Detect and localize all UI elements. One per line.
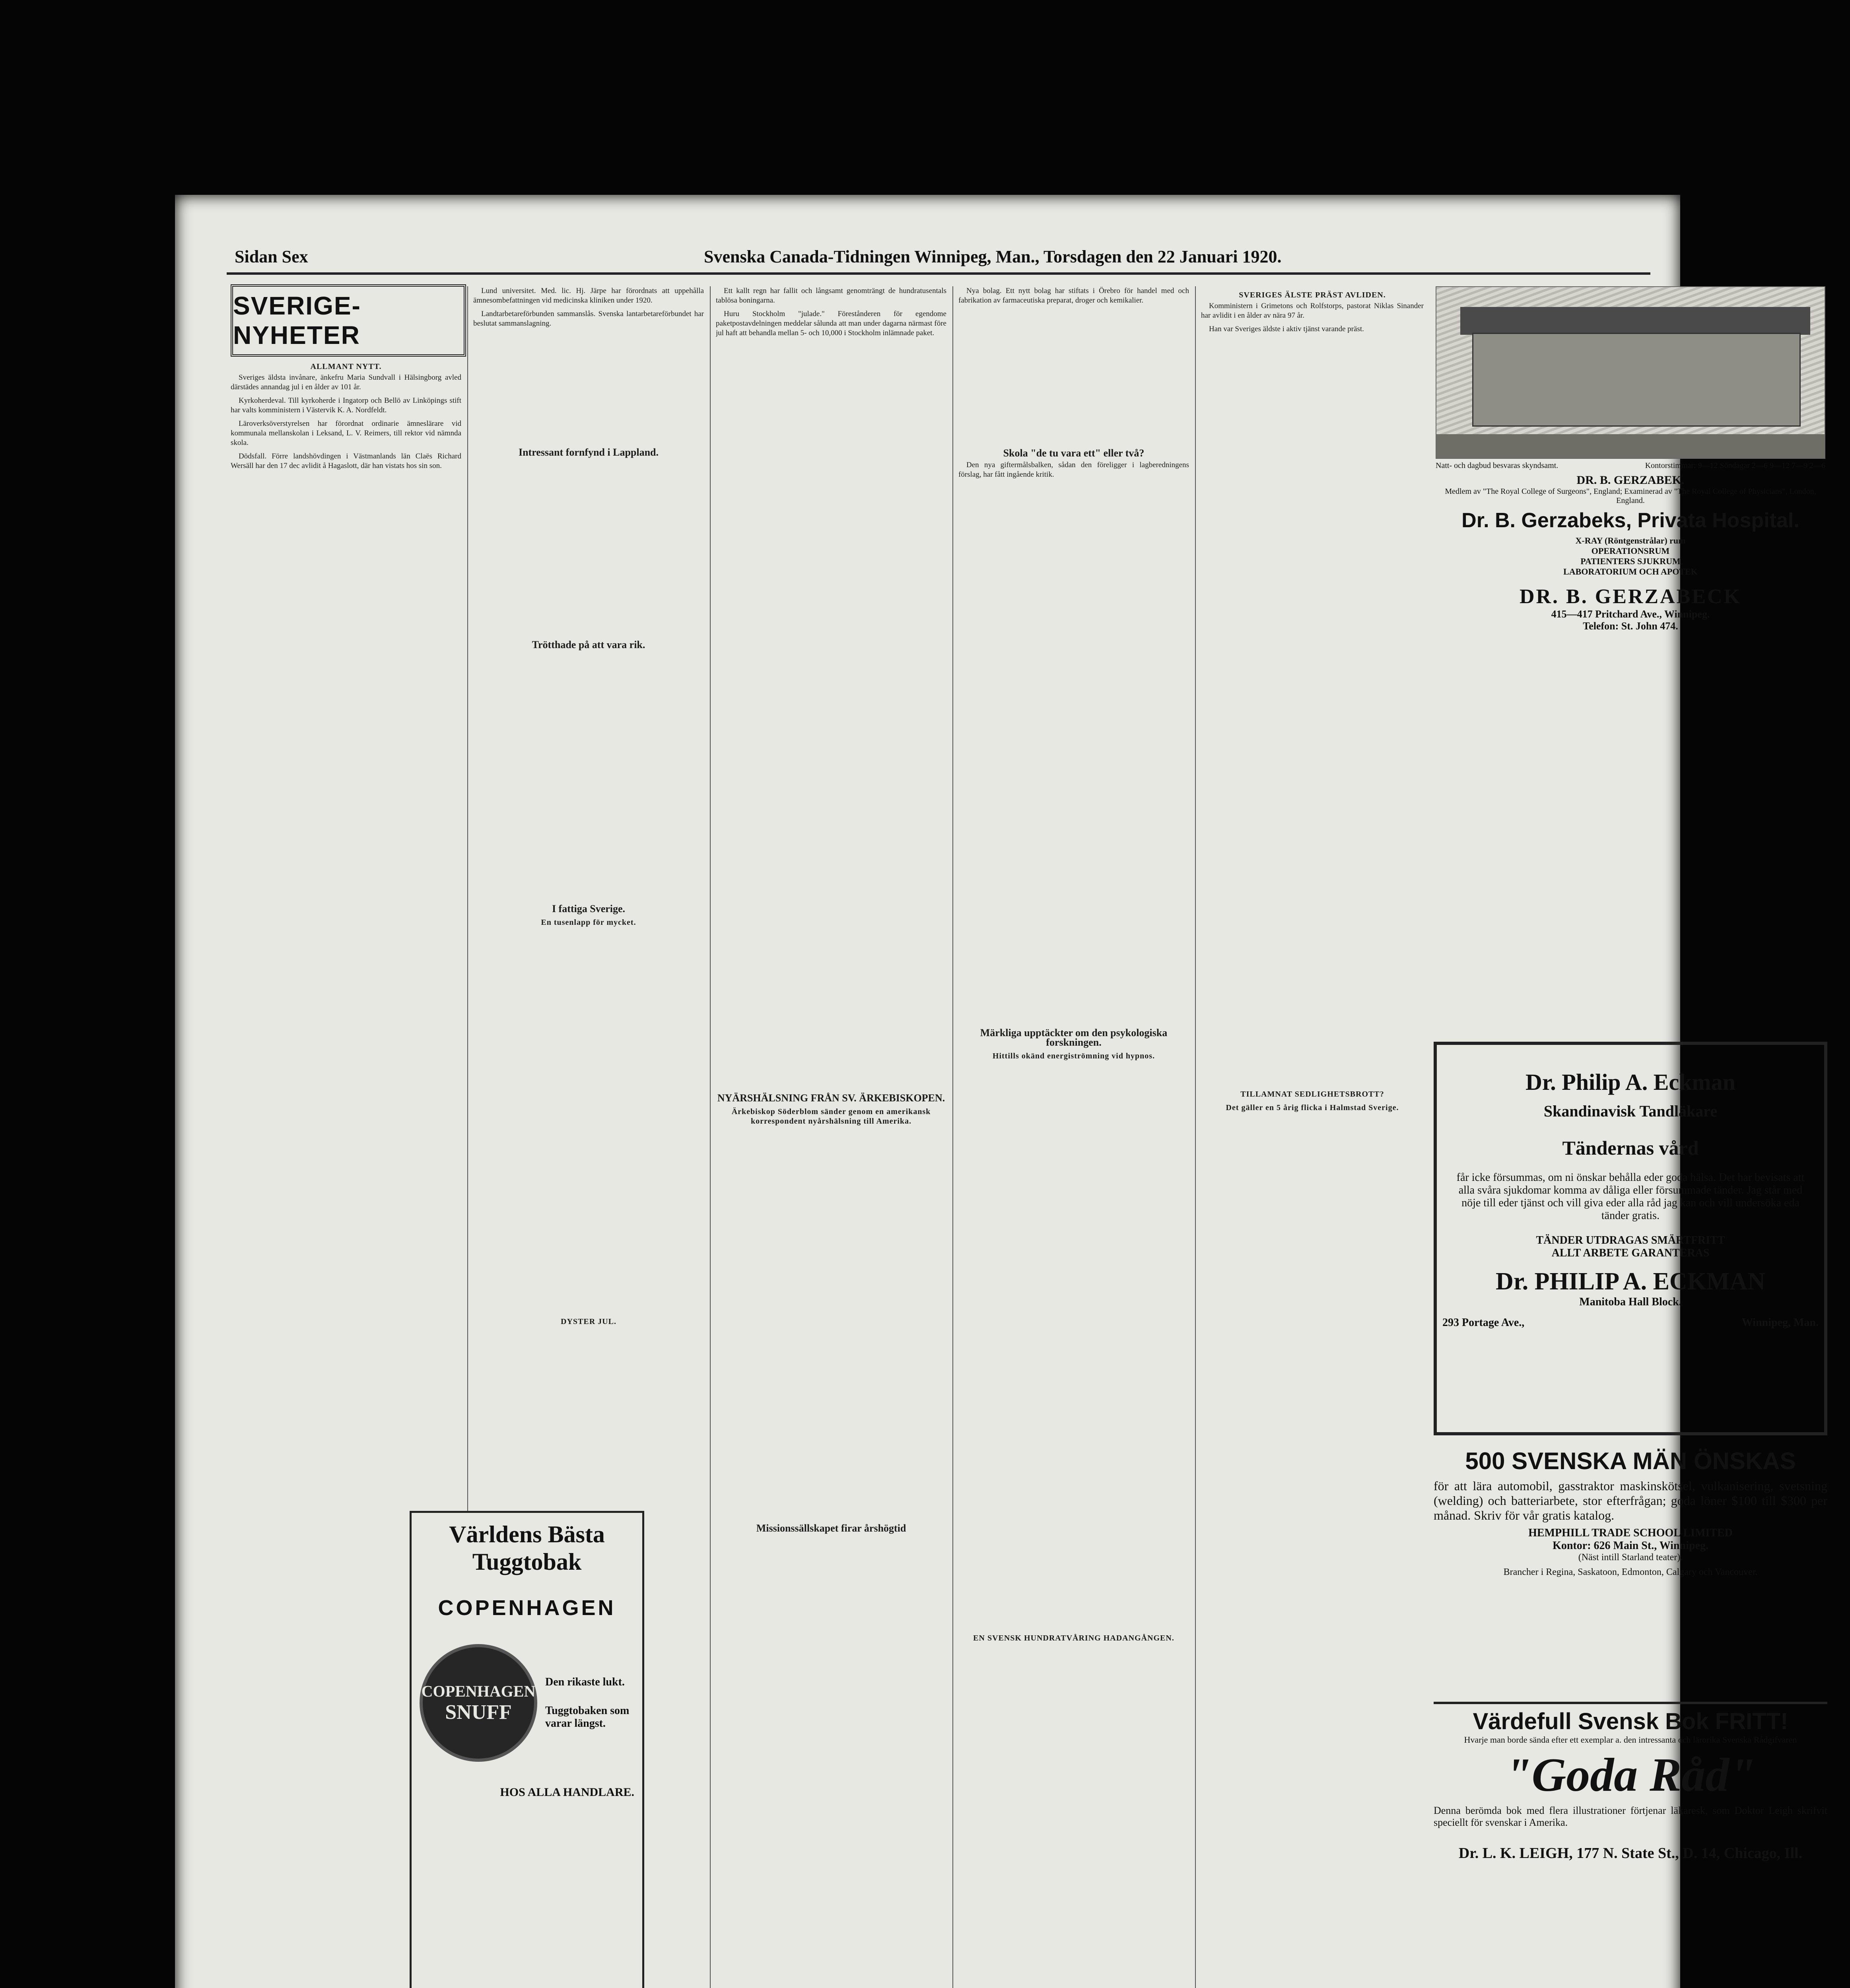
masthead: SVERIGE-NYHETER <box>231 284 466 357</box>
tobacco-side-1: Den rikaste lukt. <box>545 1676 625 1688</box>
article-headline: DYSTER JUL. <box>561 1317 616 1326</box>
article-subhead: Det gäller en 5 årig flicka i Halmstad Sverige. <box>1226 1103 1399 1112</box>
article-paragraph: Läroverksöverstyrelsen har förordnat ordinarie ämneslärare vid kommunala mellanskolan i Leksand, L. V. Reimers, till rektor vid nämnda skola. <box>231 419 461 447</box>
article-subhead: En tusenlapp för mycket. <box>541 918 636 927</box>
hospital-ad <box>1432 286 1829 1042</box>
dentist-name: Dr. Philip A. Eckman <box>1525 1069 1736 1095</box>
hospital-address: 415—417 Pritchard Ave., Winnipeg. <box>1551 608 1710 620</box>
doctor-signature: DR. B. GERZABECK <box>1519 585 1742 608</box>
column-rule <box>1195 286 1196 1988</box>
school-headline: 500 SVENSKA MÄN ÖNSKAS <box>1465 1448 1796 1474</box>
snuff-tin-image <box>420 1644 537 1762</box>
caption-right: Kontorstimmar: 9—12 Söndagar 2—6 9—12 7—9 2—6 <box>1645 461 1825 470</box>
article-subhead: Hittills okänd energiströmning vid hypnos. <box>992 1052 1155 1060</box>
book-sub: Hvarje man borde sända efter ett exemplar a. den intressanta och lärorika Svenska Rådgifvaren <box>1464 1735 1797 1745</box>
article-headline: I fattiga Sverige. <box>552 903 626 914</box>
xray-line: X-RAY (Röntgenstrålar) rum <box>1575 536 1686 546</box>
doctor-name: DR. B. GERZABEK. <box>1576 474 1685 487</box>
dentist-text: får icke försummas, om ni önskar behålla eder goda hälsa. Det har bevisats att alla svåra sjukdomar komma av dåliga eller försummade tänder. Jag står med nöje till eder tjänst och vill giva eder alla råd jag kan och vill undersöka eda tänder gratis. <box>1456 1171 1805 1222</box>
article-headline: SVERIGES ÄLSTE PRÄST AVLIDEN. <box>1239 291 1386 299</box>
article-paragraph: Ett kallt regn har fallit och långsamt genomträngt de hundratusentals tablösa boningarna. <box>716 287 946 305</box>
article-paragraph: Han var Sveriges äldste i aktiv tjänst varande präst. <box>1209 325 1364 333</box>
column-2 <box>473 286 704 1678</box>
article-paragraph: Dödsfall. Förre landshövdingen i Västmanlands län Claës Richard Wersäll har den 17 dec avlidit å Hagaslott, där han vistats hos sin son. <box>231 452 461 470</box>
column-3 <box>716 286 946 1988</box>
book-title: "Goda Råd" <box>1505 1748 1756 1801</box>
article-paragraph: Huru Stockholm "julade." Förestånderen för egendome paketpostavdelningen meddelar sålunda att man under dagarna närmast före jul haft att behandla mellan 5- och 10,000 i Stockholm inlämnade paket. <box>716 310 946 337</box>
article-paragraph: Landtarbetareförbunden sammanslås. Svenska lantarbetareförbundet har beslutat sammanslagning. <box>473 310 704 328</box>
dentist-ad <box>1434 1042 1827 1435</box>
column-rule <box>952 286 953 1988</box>
patients-line: PATIENTERS SJUKRUM <box>1580 556 1681 566</box>
dentist-building: Manitoba Hall Block. <box>1579 1296 1682 1308</box>
article-headline: TILLAMNAT SEDLIGHETSBROTT? <box>1240 1090 1384 1099</box>
dentist-address: 293 Portage Ave., <box>1442 1316 1525 1329</box>
header-rule <box>227 272 1650 275</box>
page-header <box>227 247 1650 270</box>
caption-left: Natt- och dagbud besvaras skyndsamt. <box>1436 461 1559 470</box>
school-name: HEMPHILL TRADE SCHOOL LIMITED <box>1528 1527 1733 1539</box>
column-5 <box>1201 286 1424 1559</box>
hospital-phone: Telefon: St. John 474. <box>1583 620 1678 632</box>
trade-school-ad <box>1434 1447 1827 1698</box>
article-headline: Skola "de tu vara ett" eller två? <box>1003 447 1145 459</box>
article-paragraph: Lund universitet. Med. lic. Hj. Järpe har förordnats att uppehålla ämnesombefattningen vid medicinska kliniken under 1920. <box>473 287 704 305</box>
tobacco-brand: COPENHAGEN <box>438 1596 616 1620</box>
newspaper-title: Svenska Canada-Tidningen Winnipeg, Man., Torsdagen den 22 Januari 1920. <box>704 247 1282 266</box>
article-paragraph: Den nya giftermålsbalken, sådan den föreligger i lagberedningens förslag, har fått ingående kritik. <box>958 461 1189 479</box>
tobacco-headline: Världens Bästa Tuggtobak <box>449 1521 605 1575</box>
credentials: Medlem av "The Royal College of Surgeons", England; Examinerad av "The Royal College of Physicians", London, England. <box>1445 487 1816 505</box>
newspaper-page <box>175 195 1827 1988</box>
article-paragraph: Komministern i Grimetons och Rolfstorps, pastorat Niklas Sinander har avlidit i en ålder av nära 97 år. <box>1201 302 1424 320</box>
article-paragraph: Kyrkoherdeval. Till kyrkoherde i Ingatorp och Bellö av Linköpings stift har valts komministern i Västervik K. A. Nordfeldt. <box>231 396 461 414</box>
tobacco-side-2: Tuggtobaken som varar längst. <box>545 1705 630 1730</box>
article-paragraph: Nya bolag. Ett nytt bolag har stiftats i Örebro för handel med och fabrikation av farmaceutiska preparat, droger och kemikalier. <box>958 287 1189 305</box>
article-headline: Märkliga upptäckter om den psykologiska forskningen. <box>980 1027 1168 1048</box>
hospital-title: Dr. B. Gerzabeks, Privata Hospital. <box>1461 509 1799 532</box>
book-text: Denna berömda bok med flera illustrationer förtjenar läkaresk, som Doktor Leigh skrifvit speciellt för svenskar i Amerika. <box>1434 1805 1827 1828</box>
dentist-line1: TÄNDER UTDRAGAS SMÄRTFRITT <box>1536 1234 1725 1246</box>
article-subhead: Ärkebiskop Söderblom sänder genom en amerikansk korrespondent nyårshälsning till Amerika. <box>731 1107 931 1126</box>
tin-label-1: COPENHAGEN <box>421 1682 536 1700</box>
dentist-name-2: Dr. PHILIP A. ECKMAN <box>1495 1268 1766 1295</box>
tin-label-2: SNUFF <box>445 1701 512 1724</box>
page-label: Sidan Sex <box>235 247 308 266</box>
article-headline: Missionssällskapet firar årshögtid <box>756 1522 906 1534</box>
article-headline: Intressant fornfynd i Lappland. <box>518 447 659 458</box>
dentist-line2: ALLT ARBETE GARANTERAS <box>1551 1247 1710 1259</box>
article-headline: EN SVENSK HUNDRATVÅRING HADANGÅNGEN. <box>973 1634 1174 1642</box>
article-headline: Trötthade på att vara rik. <box>532 639 645 650</box>
school-note: (Näst intill Starland teater). <box>1578 1552 1683 1563</box>
dentist-subtitle: Skandinavisk Tandläkare <box>1543 1102 1718 1120</box>
dentist-city: Winnipeg, Man. <box>1741 1316 1819 1329</box>
lab-line: LABORATORIUM OCH APOTEK <box>1563 567 1698 577</box>
hospital-illustration <box>1436 286 1825 459</box>
book-headline: Värdefull Svensk Bok FRITT! <box>1473 1708 1788 1734</box>
column-4 <box>958 286 1189 1877</box>
tobacco-footer: HOS ALLA HANDLARE. <box>500 1786 634 1799</box>
school-office: Kontor: 626 Main St., Winnipeg. <box>1553 1540 1708 1552</box>
article-headline: NYÄRSHÄLSNING FRÅN SV. ÄRKEBISKOPEN. <box>717 1092 945 1104</box>
book-address: Dr. L. K. LEIGH, 177 N. State St., D. 14, Chicago, Ill. <box>1458 1845 1803 1862</box>
column-rule <box>710 286 711 1988</box>
section-heading: ALLMANT NYTT. <box>310 362 382 371</box>
dentist-slogan: Tändernas vård <box>1562 1137 1699 1159</box>
operation-line: OPERATIONSRUM <box>1591 546 1670 556</box>
school-branches: Brancher i Regina, Saskatoon, Edmonton, Calgary och Vancouver. <box>1503 1567 1758 1577</box>
article-paragraph: Sveriges äldsta invånare, änkefru Maria Sundvall i Hälsingborg avled därstädes annandag jul i en ålder av 101 år. <box>231 373 461 391</box>
tobacco-ad-main <box>410 1511 644 1988</box>
book-ad <box>1434 1702 1827 1988</box>
school-text: för att lära automobil, gasstraktor maskinskötsel, vulkanisering, svetsning (welding) och batteriarbete, stor efterfrågan; goda löner $100 till $300 per månad. Skriv för vår gratis katalog. <box>1434 1479 1827 1522</box>
